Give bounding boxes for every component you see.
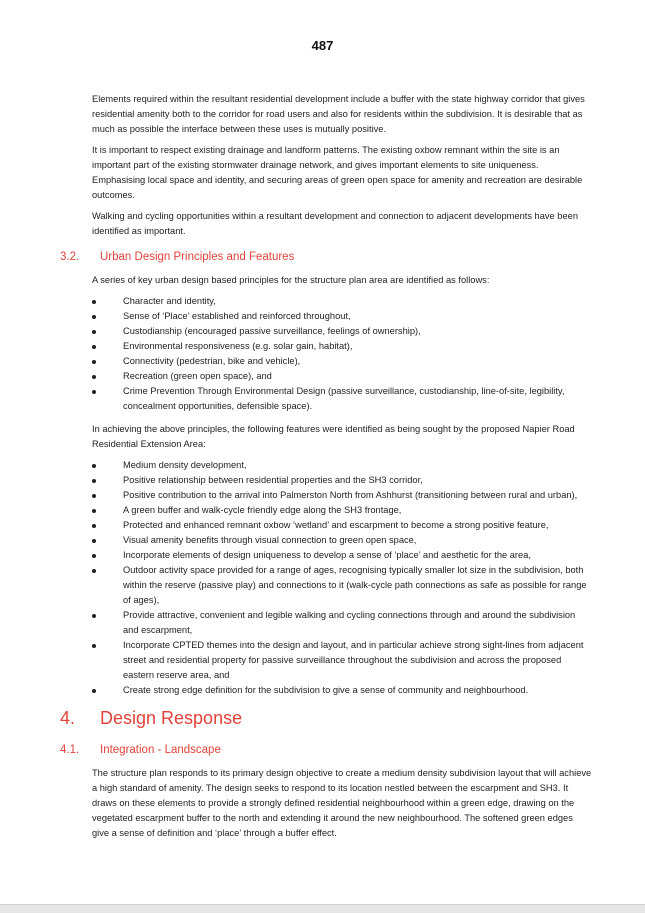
section-heading-4 — [60, 706, 592, 730]
list-item-text: Crime Prevention Through Environmental Design (passive surveillance, custodianship, line-of-site, legibility, concealment opportunities, defensible space). — [123, 386, 565, 411]
list-item-text: Visual amenity benefits through visual connection to green open space, — [123, 535, 417, 545]
integration-landscape-body: The structure plan responds to its primary design objective to create a medium density subdivision layout that will achieve a high standard of amenity. The design seeks to respond to its location nestled between the escarpment and SH3. It draws on these elements to provide a strongly defined residential neighbourhood within a green edge, drawing on the vegetated escarpment buffer to the north and extending it around the new neighbourhood. The softened green edges give a sense of definition and ‘place’ through a buffer effect. — [92, 768, 592, 838]
bullet-icon — [92, 330, 96, 334]
bullet-icon — [92, 479, 96, 483]
bullet-icon — [92, 569, 96, 573]
list-item-text: Sense of ‘Place’ established and reinforced throughout, — [123, 311, 351, 321]
bullet-icon — [92, 494, 96, 498]
list-item-text: A green buffer and walk-cycle friendly edge along the SH3 frontage, — [123, 505, 402, 515]
list-item — [92, 683, 592, 698]
list-item — [92, 608, 592, 638]
list-item — [92, 369, 592, 384]
page-content — [60, 92, 592, 847]
list-item-text: Create strong edge definition for the subdivision to give a sense of community and neighbourhood. — [123, 685, 529, 695]
list-item — [92, 473, 592, 488]
list-item — [92, 458, 592, 473]
list-item-text: Incorporate elements of design uniqueness to develop a sense of ‘place’ and aesthetic for the area, — [123, 550, 531, 560]
list-item-text: Character and identity, — [123, 296, 216, 306]
list-item-text: Incorporate CPTED themes into the design and layout, and in particular achieve strong sight-lines from adjacent street and residential property for passive surveillance throughout the subdivision and across the proposed eastern reserve area, and — [123, 640, 584, 680]
principles-intro: A series of key urban design based principles for the structure plan area are identified as follows: — [92, 275, 490, 285]
bullet-icon — [92, 554, 96, 558]
bullet-icon — [92, 464, 96, 468]
section-heading-4-1 — [60, 742, 592, 758]
section-title: Urban Design Principles and Features — [100, 251, 295, 263]
list-item — [92, 294, 592, 309]
features-intro: In achieving the above principles, the following features were identified as being sought by the proposed Napier Road Residential Extension Area: — [92, 424, 575, 449]
page-number: 487 — [311, 38, 334, 53]
list-item-text: Outdoor activity space provided for a range of ages, recognising typically smaller lot size in the subdivision, both within the reserve (passive play) and connections to it (walk-cycle path connections as safe as possible for range of ages), — [123, 565, 587, 605]
section-heading-3-2 — [60, 249, 592, 265]
bullet-icon — [92, 644, 96, 648]
list-item — [92, 488, 592, 503]
list-item-text: Connectivity (pedestrian, bike and vehicle), — [123, 356, 301, 366]
bullet-icon — [92, 360, 96, 364]
bullet-icon — [92, 539, 96, 543]
list-item — [92, 548, 592, 563]
list-item — [92, 638, 592, 683]
list-item — [92, 309, 592, 324]
bullet-icon — [92, 300, 96, 304]
list-item-text: Positive relationship between residential properties and the SH3 corridor, — [123, 475, 423, 485]
bullet-icon — [92, 689, 96, 693]
list-item — [92, 503, 592, 518]
list-item-text: Provide attractive, convenient and legible walking and cycling connections through and around the subdivision and escarpment, — [123, 610, 576, 635]
bullet-icon — [92, 345, 96, 349]
list-item-text: Custodianship (encouraged passive surveillance, feelings of ownership), — [123, 326, 421, 336]
section-title: Design Response — [100, 708, 243, 728]
list-item-text: Environmental responsiveness (e.g. solar gain, habitat), — [123, 341, 353, 351]
list-item — [92, 324, 592, 339]
features-list — [92, 458, 592, 698]
section-number: 3.2. — [60, 251, 80, 263]
list-item — [92, 563, 592, 608]
principles-list — [92, 294, 592, 414]
intro-paragraph: Elements required within the resultant residential development include a buffer with the state highway corridor that gives residential amenity both to the corridor for road users and also for residents within the subdivision. It is desirable that as much as possible the interface between these uses is mutually positive. — [92, 94, 585, 134]
section-title: Integration - Landscape — [100, 744, 221, 756]
bullet-icon — [92, 509, 96, 513]
bullet-icon — [92, 375, 96, 379]
list-item — [92, 533, 592, 548]
bullet-icon — [92, 315, 96, 319]
list-item — [92, 354, 592, 369]
list-item — [92, 518, 592, 533]
list-item-text: Medium density development, — [123, 460, 247, 470]
bullet-icon — [92, 614, 96, 618]
intro-paragraph: Walking and cycling opportunities within a resultant development and connection to adjacent developments have been identified as important. — [92, 211, 578, 236]
list-item — [92, 384, 592, 414]
list-item-text: Protected and enhanced remnant oxbow ‘wetland’ and escarpment to become a strong positive feature, — [123, 520, 549, 530]
section-number: 4. — [60, 708, 76, 728]
bullet-icon — [92, 524, 96, 528]
intro-paragraph: It is important to respect existing drainage and landform patterns. The existing oxbow remnant within the site is an important part of the existing stormwater drainage network, and gives important elements to site uniqueness. Emphasising local space and identity, and securing areas of green open space for amenity and recreation are desirable outcomes. — [92, 145, 583, 200]
bullet-icon — [92, 390, 96, 394]
list-item — [92, 339, 592, 354]
list-item-text: Recreation (green open space), and — [123, 371, 272, 381]
list-item-text: Positive contribution to the arrival into Palmerston North from Ashhurst (transitioning between rural and urban), — [123, 490, 578, 500]
section-number: 4.1. — [60, 744, 80, 756]
